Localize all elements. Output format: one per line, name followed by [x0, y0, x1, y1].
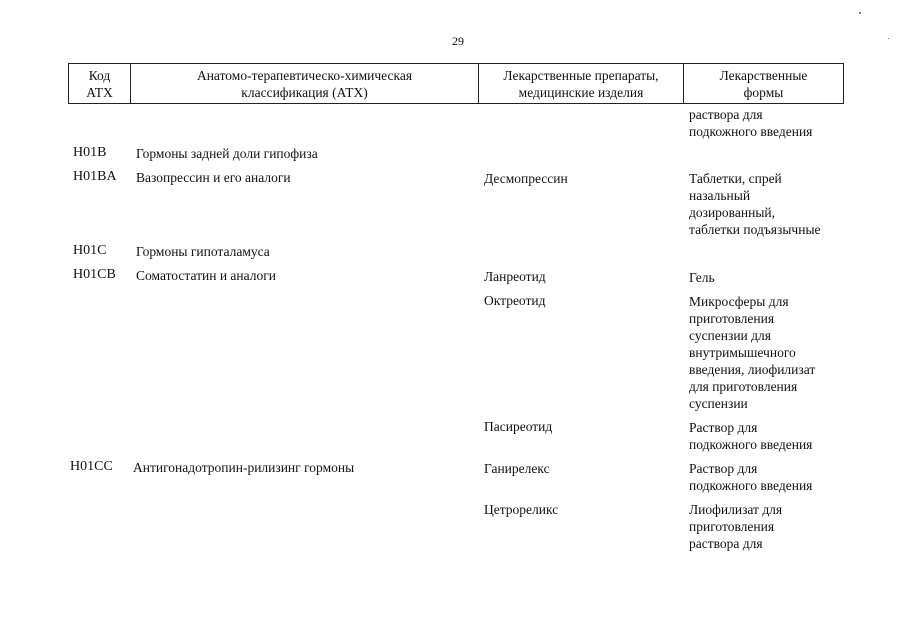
header-dosage-forms: Лекарственные формы	[719, 67, 808, 100]
dosage-form-continued: раствора для подкожного введения	[689, 107, 813, 139]
header-drugs: Лекарственные препараты, медицинские изделия	[479, 64, 684, 103]
atc-code: H01C	[73, 243, 107, 258]
dosage-form: Гель	[689, 270, 715, 285]
atc-code: H01CB	[73, 267, 116, 282]
atc-group-name: Вазопрессин и его аналоги	[136, 170, 291, 185]
page-number: 29	[452, 34, 464, 48]
drug-name: Ганирелекс	[484, 461, 550, 476]
drug-name: Пасиреотид	[484, 419, 553, 434]
drug-name: Десмопрессин	[484, 171, 568, 186]
atc-group-name: Гормоны гипоталамуса	[136, 244, 270, 259]
table-header	[68, 63, 844, 104]
atc-code: H01BA	[73, 169, 117, 184]
atc-group-name: Антигонадотропин-рилизинг гормоны	[133, 460, 355, 475]
dosage-form: Лиофилизат для приготовления раствора для	[689, 502, 783, 551]
dosage-form: Раствор для подкожного введения	[689, 461, 813, 493]
dosage-form: Микросферы для приготовления суспензии для внутримышечного введения, лиофилизат для приготовления суспензии	[689, 294, 816, 411]
atc-code: H01B	[73, 145, 107, 160]
scan-speck	[859, 12, 861, 14]
atc-code: H01CC	[70, 459, 113, 474]
header-atc-classification: Анатомо-терапевтическо-химическая классификация (АТХ)	[131, 64, 479, 103]
drug-name: Октреотид	[484, 293, 546, 308]
header-atc-code: Код АТХ	[69, 64, 131, 103]
atc-group-name: Соматостатин и аналоги	[136, 268, 276, 283]
atc-group-name: Гормоны задней доли гипофиза	[136, 146, 318, 161]
drug-name: Ланреотид	[484, 269, 546, 284]
dosage-form: Таблетки, спрей назальный дозированный, таблетки подъязычные	[689, 171, 821, 237]
dosage-form: Раствор для подкожного введения	[689, 420, 813, 452]
drug-name: Цетрореликс	[484, 502, 559, 517]
scan-speck	[888, 38, 889, 39]
